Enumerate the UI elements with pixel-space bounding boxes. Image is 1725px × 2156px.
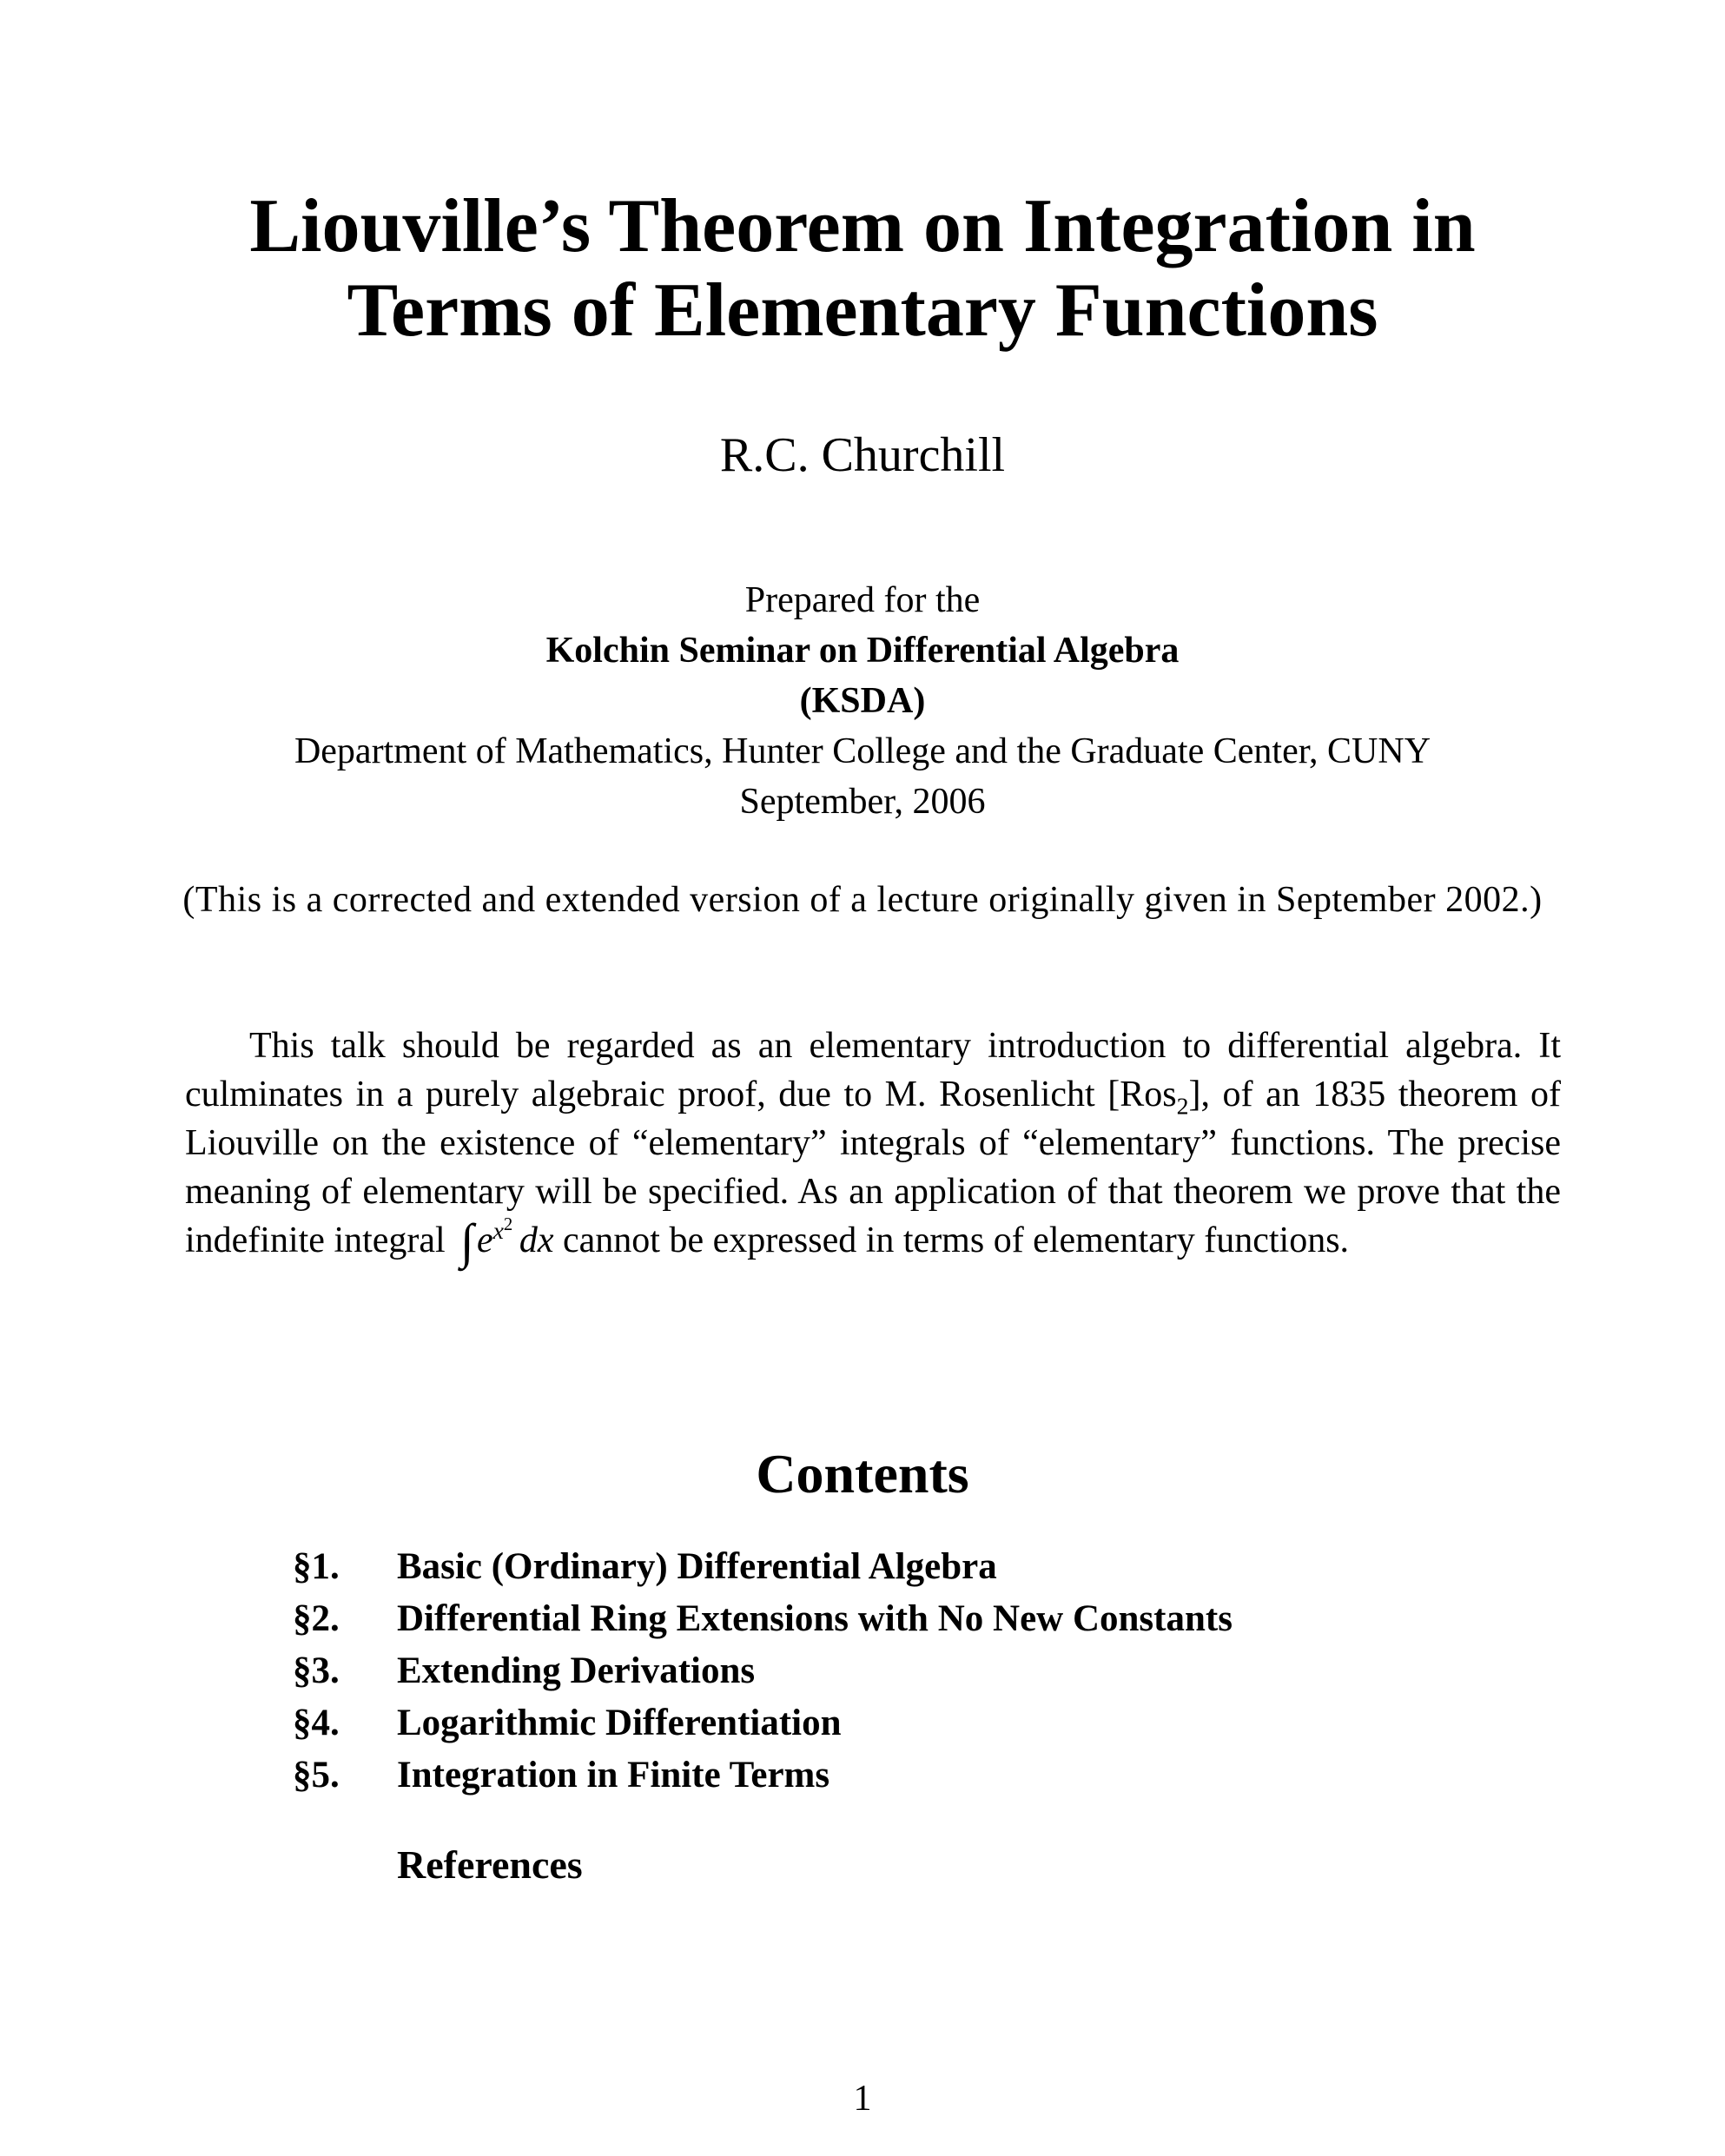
toc-item-label: Integration in Finite Terms [397, 1755, 830, 1796]
toc-item-number: §4. [293, 1703, 340, 1743]
seminar-abbreviation: (KSDA) [799, 681, 926, 721]
contents-heading: Contents [756, 1443, 969, 1505]
toc-item-2 [293, 1593, 1233, 1645]
paper-title [0, 184, 1725, 353]
toc-item-number: §2. [293, 1598, 340, 1639]
integral-sign: ∫ [460, 1214, 474, 1269]
paper-title-line-2: Terms of Elementary Functions [347, 268, 1378, 353]
table-of-contents [293, 1541, 1233, 1802]
toc-item-number: §5. [293, 1755, 340, 1796]
abstract-text-2: ], of an 1835 theorem of Liouville on the existence of “elementary” integrals of “elementary” functions. The precise meaning of elementary will be specified. As an application of that theorem we prove that the indefinite integral [185, 1075, 1561, 1260]
author-name: R.C. Churchill [719, 428, 1006, 482]
toc-item-3 [293, 1645, 1233, 1697]
affiliation-text: Department of Mathematics, Hunter College and the Graduate Center, CUNY [294, 731, 1431, 771]
toc-item-label: Differential Ring Extensions with No New Constants [397, 1598, 1233, 1639]
toc-item-label: Logarithmic Differentiation [397, 1703, 842, 1743]
abstract-text-1: This talk should be regarded as an elementary introduction to differential algebra. It culminates in a purely algebraic proof, due to M. Rosenlicht [Ros [185, 1026, 1561, 1114]
seminar-name: Kolchin Seminar on Differential Algebra [545, 631, 1180, 671]
toc-item-4 [293, 1697, 1233, 1749]
toc-item-label: Basic (Ordinary) Differential Algebra [397, 1546, 997, 1587]
abstract-text-3: cannot be expressed in terms of elementary functions. [553, 1220, 1350, 1260]
exponent-power: 2 [503, 1214, 513, 1234]
integral-expression [454, 1214, 554, 1269]
references-heading: References [397, 1842, 583, 1887]
toc-item-1 [293, 1541, 1233, 1593]
date-text: September, 2006 [739, 782, 986, 822]
abstract-paragraph [185, 1022, 1561, 1269]
venue-block [0, 575, 1725, 827]
exponent-x: x [492, 1217, 504, 1244]
version-note: (This is a corrected and extended version of a lecture originally given in September 2002.) [182, 880, 1543, 920]
integrand-e: e [476, 1220, 493, 1260]
differential-dx: dx [519, 1220, 554, 1260]
ros-citation-subscript: 2 [1176, 1092, 1189, 1120]
toc-item-number: §1. [293, 1546, 340, 1587]
toc-item-number: §3. [293, 1650, 340, 1691]
paper-title-line-1: Liouville’s Theorem on Integration in [249, 184, 1476, 268]
toc-item-5 [293, 1749, 1233, 1802]
prepared-for-text: Prepared for the [744, 580, 981, 620]
page-number: 1 [853, 2079, 872, 2119]
toc-item-label: Extending Derivations [397, 1650, 756, 1691]
